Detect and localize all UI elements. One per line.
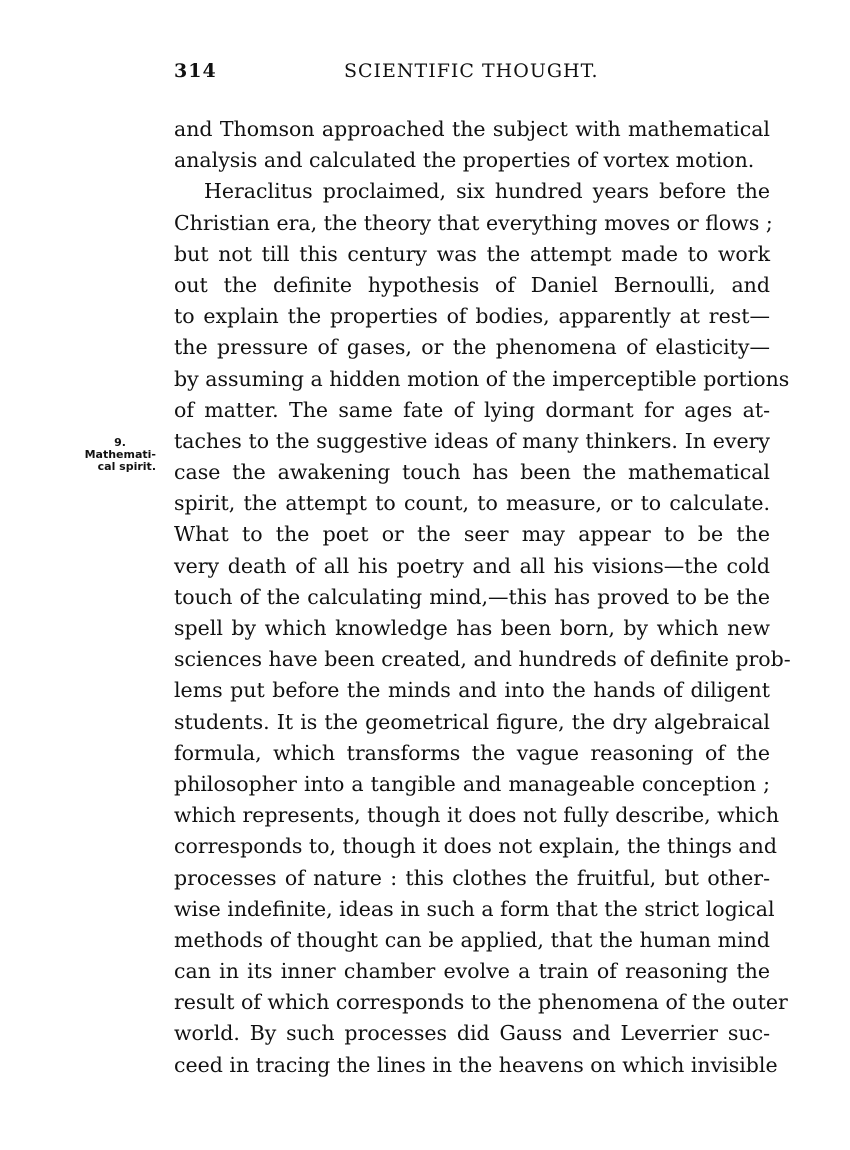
text-line: Christian era, the theory that everything moves or flows ; [174, 210, 773, 235]
marginal-note [70, 437, 156, 473]
text-line: of matter. The same fate of lying dormant for ages at- [174, 397, 770, 422]
page-number: 314 [174, 60, 217, 82]
text-line: touch of the calculating mind,—this has proved to be the [174, 584, 770, 609]
text-line: but not till this century was the attempt made to work [174, 241, 770, 266]
text-line: analysis and calculated the properties of vortex motion. [174, 148, 755, 173]
text-line: methods of thought can be applied, that the human mind [174, 927, 770, 952]
running-title: SCIENTIFIC THOUGHT. [344, 60, 599, 82]
text-line: formula, which transforms the vague reasoning of the [174, 740, 770, 765]
body-text [174, 114, 791, 1081]
text-line: result of which corresponds to the phenomena of the outer [174, 990, 788, 1015]
text-line: to explain the properties of bodies, apparently at rest— [174, 304, 770, 329]
text-line: and Thomson approached the subject with mathematical [174, 117, 770, 141]
text-line: lems put before the minds and into the hands of diligent [174, 678, 770, 703]
text-line: by assuming a hidden motion of the imperceptible portions [174, 366, 790, 391]
text-line: the pressure of gases, or the phenomena of elasticity— [174, 335, 770, 360]
text-line: spell by which knowledge has been born, by which new [174, 616, 770, 640]
text-line: corresponds to, though it does not explain, the things and [174, 834, 777, 859]
text-line: processes of nature : this clothes the fruitful, but other- [174, 865, 770, 890]
text-line: taches to the suggestive ideas of many thinkers. In every [174, 428, 770, 453]
text-line: wise indefinite, ideas in such a form that the strict logical [174, 896, 775, 921]
text-line: students. It is the geometrical figure, the dry algebraical [174, 709, 770, 734]
marginal-note-number: 9. [114, 436, 126, 449]
text-line: can in its inner chamber evolve a train of reasoning the [174, 959, 770, 984]
text-line: which represents, though it does not fully describe, which [174, 803, 780, 828]
text-line: out the definite hypothesis of Daniel Bernoulli, and [174, 272, 770, 297]
text-line: very death of all his poetry and all his visions—the cold [174, 553, 770, 578]
text-line: Heraclitus proclaimed, six hundred years before the [204, 179, 770, 204]
text-line: world. By such processes did Gauss and Leverrier suc- [174, 1021, 770, 1046]
page-header [174, 60, 770, 90]
marginal-note-line: Mathemati- [84, 448, 156, 461]
text-line: case the awakening touch has been the mathematical [174, 460, 770, 485]
text-line: ceed in tracing the lines in the heavens on which invisible [174, 1052, 778, 1077]
text-line: philosopher into a tangible and manageable conception ; [174, 771, 770, 796]
text-line: sciences have been created, and hundreds of definite prob- [174, 647, 791, 672]
text-line: What to the poet or the seer may appear to be the [174, 522, 770, 547]
text-line: spirit, the attempt to count, to measure, or to calculate. [174, 491, 770, 516]
marginal-note-line: cal spirit. [97, 460, 156, 473]
